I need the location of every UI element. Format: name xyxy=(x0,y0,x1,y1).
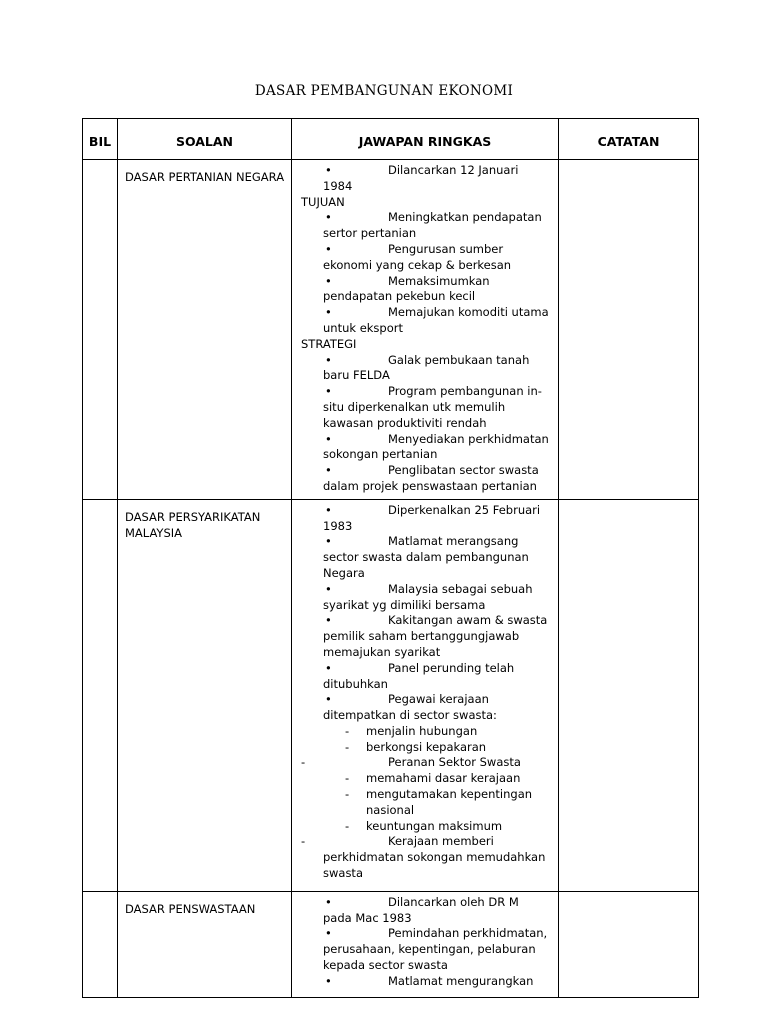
bullet-icon: • xyxy=(325,163,332,177)
list-item-continuation: pada Mac 1983 xyxy=(323,910,412,925)
list-item-continuation: ditubuhkan xyxy=(323,676,388,691)
section-heading: TUJUAN xyxy=(301,194,345,209)
list-item-text: Matlamat merangsang xyxy=(388,534,519,549)
cell-bil xyxy=(83,160,118,500)
table-row xyxy=(83,499,699,891)
list-item xyxy=(301,463,554,495)
list-item-text: Matlamat mengurangkan xyxy=(388,973,534,988)
list-item xyxy=(301,305,554,337)
bullet-icon: • xyxy=(325,692,332,707)
list-item-continuation: ditempatkan di sector swasta: xyxy=(323,708,497,723)
bullet-icon: • xyxy=(325,973,332,988)
sub-item-text: menjalin hubungan xyxy=(366,723,478,738)
bullet-icon: • xyxy=(325,352,332,367)
list-item-text: Galak pembukaan tanah xyxy=(388,352,530,367)
sub-item xyxy=(301,724,554,740)
list-item xyxy=(301,274,554,306)
sub-item-text: keuntungan maksimum xyxy=(366,818,503,833)
cell-catatan xyxy=(559,891,699,997)
header-bil: BIL xyxy=(83,119,118,160)
list-item-continuation: perusahaan, kepentingan, pelaburan kepada sector swasta xyxy=(323,942,536,972)
list-item xyxy=(301,661,554,693)
list-item-continuation: pendapatan pekebun kecil xyxy=(323,289,476,304)
sub-item xyxy=(301,787,554,819)
dash-item xyxy=(301,755,554,771)
dash-icon: - xyxy=(345,818,350,833)
sub-item xyxy=(301,740,554,756)
soalan-text: DASAR PENSWASTAAN xyxy=(125,901,256,916)
list-item-text: Meningkatkan pendapatan xyxy=(388,210,542,225)
bullet-icon: • xyxy=(325,613,332,628)
sub-item xyxy=(301,819,554,835)
cell-jawapan xyxy=(292,891,559,997)
list-item xyxy=(301,692,554,724)
sub-item-text: berkongsi kepakaran xyxy=(366,739,487,754)
section-heading: STRATEGI xyxy=(301,336,357,351)
sub-item-text: mengutamakan kepentingan nasional xyxy=(366,787,533,817)
list-item-text: Menyediakan perkhidmatan xyxy=(388,431,549,446)
bullet-icon: • xyxy=(325,305,332,320)
list-item xyxy=(301,242,554,274)
list-item xyxy=(301,926,554,973)
bullet-icon: • xyxy=(325,241,332,256)
list-item-text: Panel perunding telah xyxy=(388,660,515,675)
bullet-icon: • xyxy=(325,660,332,675)
bullet-icon: • xyxy=(325,581,332,596)
bullet-icon: • xyxy=(325,534,332,549)
list-item-text: Penglibatan sector swasta xyxy=(388,463,539,478)
header-catatan: CATATAN xyxy=(559,119,699,160)
soalan-text: DASAR PERSYARIKATAN MALAYSIA xyxy=(125,509,261,540)
table-row xyxy=(83,160,699,500)
list-item xyxy=(301,582,554,614)
table-header-row xyxy=(83,119,699,160)
cell-soalan xyxy=(118,160,292,500)
cell-bil xyxy=(83,891,118,997)
list-item-continuation: dalam projek penswastaan pertanian xyxy=(323,478,537,493)
list-item xyxy=(301,432,554,464)
list-item-text: Memaksimumkan xyxy=(388,273,490,288)
bullet-icon: • xyxy=(325,502,332,517)
cell-catatan xyxy=(559,499,699,891)
bullet-icon: • xyxy=(325,273,332,288)
dash-item xyxy=(301,834,554,881)
cell-soalan xyxy=(118,891,292,997)
list-item-continuation: sokongan pertanian xyxy=(323,447,438,462)
dash-item-text: Peranan Sektor Swasta xyxy=(388,755,521,770)
list-item xyxy=(301,210,554,242)
list-item-continuation: baru FELDA xyxy=(323,368,390,383)
list-item-text: Pengurusan sumber xyxy=(388,241,504,256)
list-item xyxy=(301,974,554,990)
dash-item-text: Kerajaan memberi xyxy=(388,834,494,849)
list-item-text: Program pembangunan in- xyxy=(388,384,542,399)
bullet-icon: • xyxy=(325,384,332,399)
list-item xyxy=(301,384,554,431)
dash-icon: - xyxy=(301,834,306,849)
list-item-continuation: sector swasta dalam pembangunan Negara xyxy=(323,550,529,580)
list-item xyxy=(301,503,554,535)
bullet-icon: • xyxy=(325,926,332,941)
list-item-continuation: pemilik saham bertanggungjawab memajukan syarikat xyxy=(323,629,520,659)
list-item-text: Diperkenalkan 25 Februari xyxy=(388,502,541,517)
dash-icon: - xyxy=(345,771,350,786)
list-item-continuation: untuk eksport xyxy=(323,320,403,335)
header-soalan: SOALAN xyxy=(118,119,292,160)
list-item-continuation: 1984 xyxy=(323,178,353,193)
dash-icon: - xyxy=(345,787,350,802)
bullet-icon: • xyxy=(325,431,332,446)
header-jawapan: JAWAPAN RINGKAS xyxy=(292,119,559,160)
sub-item xyxy=(301,771,554,787)
list-item xyxy=(301,613,554,660)
policy-table xyxy=(82,118,699,998)
sub-item-text: memahami dasar kerajaan xyxy=(366,771,521,786)
list-item xyxy=(301,534,554,581)
list-item xyxy=(301,895,554,927)
dash-icon: - xyxy=(345,723,350,738)
bullet-icon: • xyxy=(325,894,332,909)
list-item xyxy=(301,163,554,195)
list-item-text: Malaysia sebagai sebuah xyxy=(388,581,533,596)
page-title: DASAR PEMBANGUNAN EKONOMI xyxy=(254,83,514,99)
list-item-text: Dilancarkan 12 Januari xyxy=(388,163,519,177)
bullet-icon: • xyxy=(325,210,332,225)
list-item-text: Dilancarkan oleh DR M xyxy=(388,894,519,909)
table-row xyxy=(83,891,699,997)
cell-jawapan xyxy=(292,499,559,891)
dash-icon: - xyxy=(301,755,306,770)
dash-item-continuation: perkhidmatan sokongan memudahkan swasta xyxy=(323,850,546,881)
list-item-text: Memajukan komoditi utama xyxy=(388,305,549,320)
cell-bil xyxy=(83,499,118,891)
list-item-continuation: syarikat yg dimiliki bersama xyxy=(323,597,486,612)
list-item-continuation: situ diperkenalkan utk memulih kawasan produktiviti rendah xyxy=(323,399,506,430)
list-item-text: Pegawai kerajaan xyxy=(388,692,489,707)
list-item-continuation: 1983 xyxy=(323,518,353,533)
list-item-text: Pemindahan perkhidmatan, xyxy=(388,926,548,941)
dash-icon: - xyxy=(345,739,350,754)
cell-soalan xyxy=(118,499,292,891)
cell-jawapan xyxy=(292,160,559,500)
list-item-continuation: sertor pertanian xyxy=(323,226,417,241)
bullet-icon: • xyxy=(325,463,332,478)
list-item xyxy=(301,353,554,385)
cell-catatan xyxy=(559,160,699,500)
soalan-text: DASAR PERTANIAN NEGARA xyxy=(125,170,285,184)
list-item-continuation: ekonomi yang cekap & berkesan xyxy=(323,257,512,272)
list-item-text: Kakitangan awam & swasta xyxy=(388,613,548,628)
